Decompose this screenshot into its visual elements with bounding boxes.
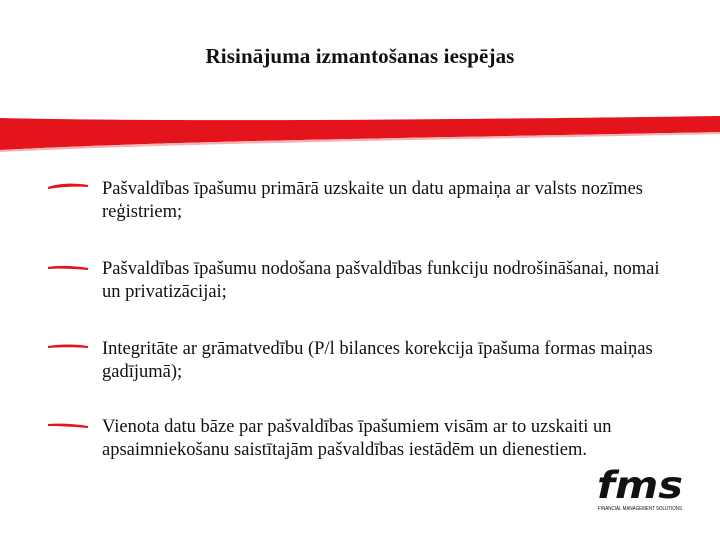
bullet-text: Integritāte ar grāmatvedību (P/l bilances korekcija īpašuma formas maiņas gadījumā); bbox=[102, 339, 653, 382]
red-dash-icon bbox=[48, 342, 88, 350]
red-swoosh-band bbox=[0, 100, 720, 160]
red-dash-icon bbox=[48, 264, 88, 272]
fms-logo bbox=[596, 464, 686, 512]
logo-wordmark: fms bbox=[597, 464, 683, 507]
red-dash-icon bbox=[48, 182, 88, 190]
bullet-text: Pašvaldības īpašumu primārā uzskaite un datu apmaiņa ar valsts nozīmes reģistriem; bbox=[102, 179, 643, 222]
logo-tagline: FINANCIAL MANAGEMENT SOLUTIONS bbox=[598, 506, 683, 512]
bullet-text: Pašvaldības īpašumu nodošana pašvaldības funkciju nodrošināšanai, nomai un privatizācijai; bbox=[102, 259, 660, 302]
bullet-text: Vienota datu bāze par pašvaldības īpašumiem visām ar to uzskaiti un apsaimniekošanu saistītajām pašvaldības iestādēm un dienestiem. bbox=[102, 417, 612, 460]
slide-title: Risinājuma izmantošanas iespējas bbox=[205, 44, 515, 68]
red-dash-icon bbox=[48, 421, 88, 429]
